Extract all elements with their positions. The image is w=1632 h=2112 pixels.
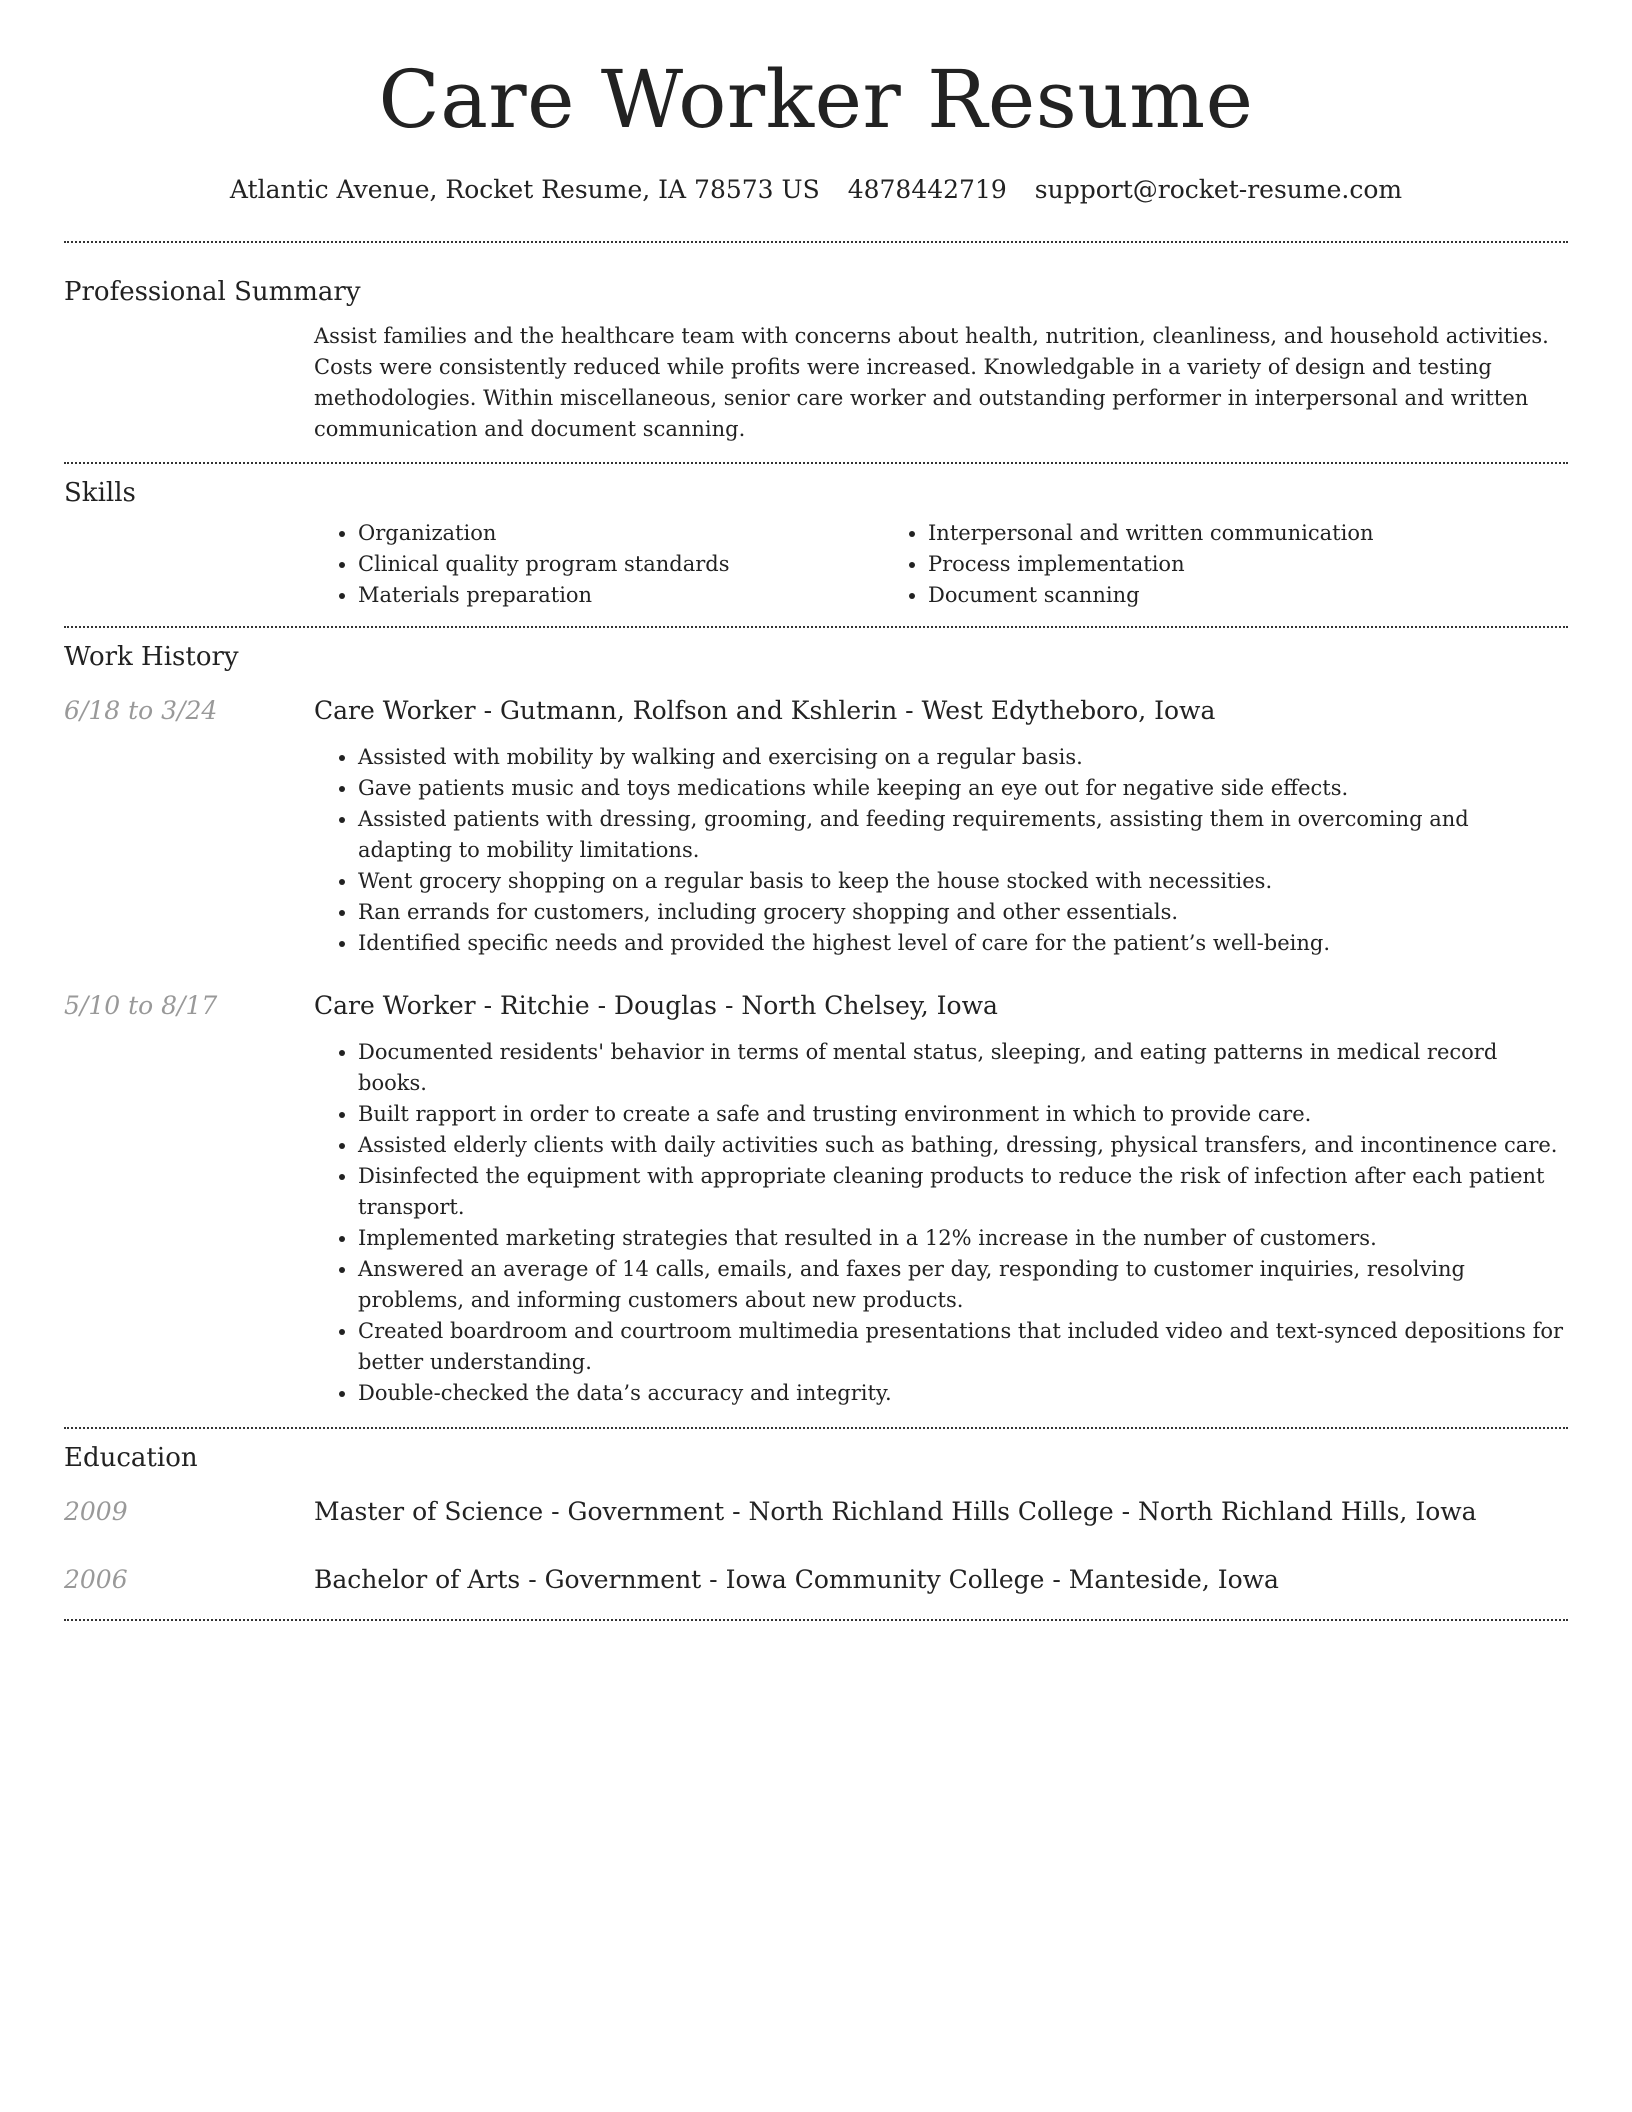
job-bullet: • Created boardroom and courtroom multimedia presentations that included video and text-synced depositions for better understanding. [358,1316,1568,1378]
skills-list [314,518,1568,611]
job-bullet: • Disinfected the equipment with appropriate cleaning products to reduce the risk of infection after each patient transport. [358,1161,1568,1223]
skills-section [64,464,1568,611]
job-bullet: • Gave patients music and toys medications while keeping an eye out for negative side effects. [358,773,1568,804]
job-bullet: • Ran errands for customers, including grocery shopping and other essentials. [358,897,1568,928]
skill-item: • Document scanning [928,580,1484,611]
section-title-skills: Skills [64,478,136,508]
resume-title: Care Worker Resume [378,53,1254,146]
job-date: 5/10 to 8/17 [64,991,218,1020]
education-title: Master of Science - Government - North Richland Hills College - North Richland Hills, Iowa [314,1497,1477,1526]
contact-phone: 4878442719 [847,175,1007,204]
work-section [64,628,1568,1409]
job-bullet: • Answered an average of 14 calls, emails, and faxes per day, responding to customer inquiries, resolving problems, and informing customers about new products. [358,1254,1568,1316]
job-title: Care Worker - Ritchie - Douglas - North Chelsey, Iowa [314,991,998,1020]
section-title-work: Work History [64,642,239,672]
job-bullet: • Assisted patients with dressing, grooming, and feeding requirements, assisting them in overcoming and adapting to mobility limitations. [358,804,1568,866]
education-date: 2006 [64,1565,128,1594]
skill-item: • Organization [358,518,884,549]
education-title: Bachelor of Arts - Government - Iowa Community College - Manteside, Iowa [314,1565,1279,1594]
contact-email: support@rocket-resume.com [1034,175,1403,204]
job-bullet: • Double-checked the data’s accuracy and integrity. [358,1378,1568,1409]
job-bullets [314,1037,1568,1409]
contact-line [64,172,1568,208]
education-section [64,1429,1568,1597]
job-bullet: • Built rapport in order to create a safe and trusting environment in which to provide care. [358,1099,1568,1130]
education-entry [64,1495,1568,1529]
section-title-education: Education [64,1443,198,1473]
skill-item: • Interpersonal and written communication [928,518,1484,549]
job-entry [64,989,1568,1409]
divider [64,1619,1568,1621]
skills-column-right [884,518,1484,611]
job-bullet: • Went grocery shopping on a regular basis to keep the house stocked with necessities. [358,866,1568,897]
summary-content [314,321,1568,445]
resume-header [64,0,1568,208]
skill-item: • Clinical quality program standards [358,549,884,580]
skill-item: • Materials preparation [358,580,884,611]
job-details [314,694,1568,959]
job-entry [64,694,1568,959]
education-date: 2009 [64,1497,128,1526]
job-bullet: • Assisted with mobility by walking and exercising on a regular basis. [358,742,1568,773]
job-bullet: • Implemented marketing strategies that resulted in a 12% increase in the number of customers. [358,1223,1568,1254]
job-bullet: • Assisted elderly clients with daily activities such as bathing, dressing, physical transfers, and incontinence care. [358,1130,1568,1161]
education-entry [64,1563,1568,1597]
summary-section [64,243,1568,445]
section-title-summary: Professional Summary [64,277,361,307]
job-bullet: • Identified specific needs and provided the highest level of care for the patient’s well-being. [358,928,1568,959]
job-details [314,989,1568,1409]
job-title: Care Worker - Gutmann, Rolfson and Kshlerin - West Edytheboro, Iowa [314,696,1216,725]
job-bullet: • Documented residents' behavior in terms of mental status, sleeping, and eating patterns in medical record books. [358,1037,1568,1099]
contact-address: Atlantic Avenue, Rocket Resume, IA 78573 US [229,175,820,204]
job-date: 6/18 to 3/24 [64,696,218,725]
skill-item: • Process implementation [928,549,1484,580]
summary-text: Assist families and the healthcare team with concerns about health, nutrition, cleanliness, and household activities. Costs were consistently reduced while profits were increased. Knowledgable in a variety of design and testing methodologies. Within miscellaneous, senior care worker and outstanding performer in interpersonal and written communication and document scanning. [314,324,1549,441]
skills-column-left [314,518,884,611]
job-bullets [314,742,1568,959]
